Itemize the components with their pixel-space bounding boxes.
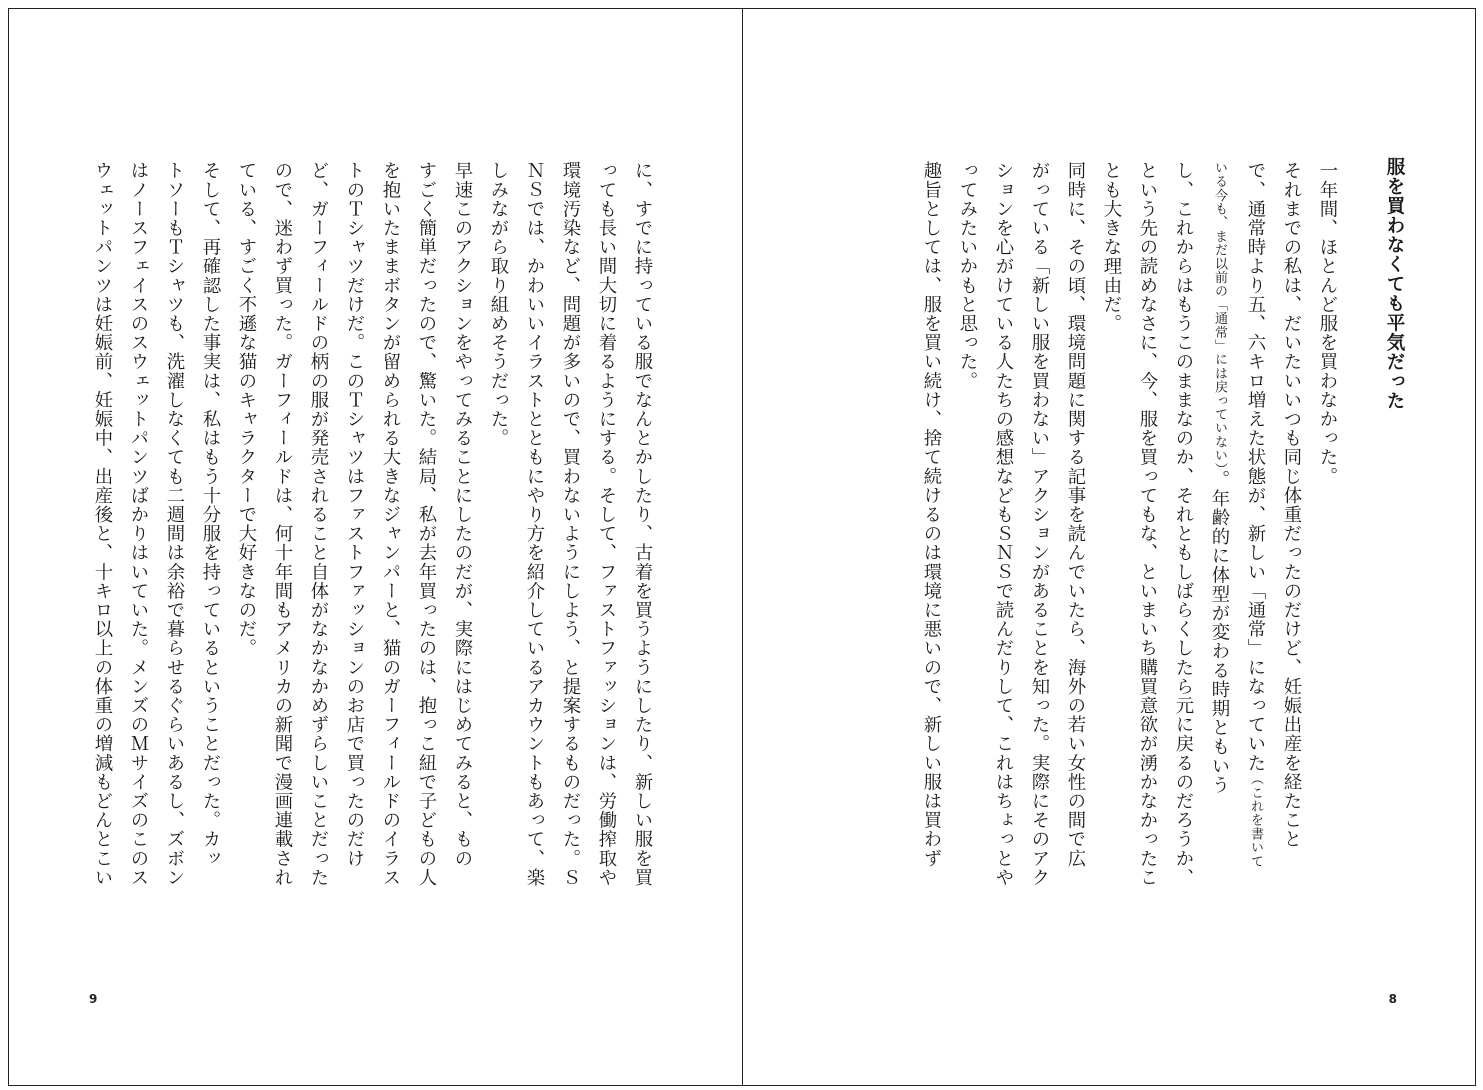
text-line: ウェットパンツは妊娠前、妊娠中、出産後と、十キロ以上の体重の増減もどんとこい: [92, 161, 113, 887]
text-line: ってみたいかもと思った。: [957, 161, 978, 391]
book-spread: [8, 8, 1476, 1086]
text-line: トソーもＴシャツも、洗濯しなくても二週間は余裕で暮らせるぐらいあるし、ズボン: [164, 161, 185, 887]
text-line: ど、ガーフィールドの柄の服が発売されること自体がなかなかめずらしいことだった: [308, 161, 329, 887]
right-page: [743, 9, 1475, 1085]
text-line: ている、すごく不遜な猫のキャラクターで大好きなのだ。: [236, 161, 257, 658]
text-line: はノースフェイスのスウェットパンツばかりはいていた。メンズのＭサイズのこのス: [128, 161, 149, 887]
page-number: 8: [1388, 992, 1397, 1006]
text-line: を抱いたままボタンが留められる大きなジャンパーと、猫のガーフィールドのイラス: [380, 161, 401, 887]
text-line: ＮＳでは、かわいいイラストとともにやり方を紹介しているアカウントもあって、楽: [524, 161, 545, 887]
text-line: ので、迷わず買った。ガーフィールドは、何十年間もアメリカの新聞で漫画連載され: [272, 161, 293, 887]
text-segment: 。年齢的に体型が変わる時期ともいう: [1209, 469, 1230, 795]
chapter-title: 服を買わなくても平気だった: [1384, 157, 1405, 411]
text-line: 環境汚染など、問題が多いので、買わないようにしよう、と提案するものだった。Ｓ: [560, 161, 581, 887]
text-line: 一年間、ほとんど服を買わなかった。: [1317, 161, 1338, 486]
text-line: すごく簡単だったので、驚いた。結局、私が去年買ったのは、抱っこ紐で子どもの人: [416, 161, 437, 887]
text-line: ションを心がけている人たちの感想などもＳＮＳで読んだりして、これはちょっとや: [993, 161, 1014, 887]
inline-note: いる今も、: [1212, 161, 1227, 230]
text-line: 早速このアクションをやってみることにしたのだが、実際にはじめてみると、もの: [452, 161, 473, 868]
text-line: に、すでに持っている服でなんとかしたり、古着を買うようにしたり、新しい服を買: [632, 161, 653, 887]
text-line: [1237, 161, 1273, 941]
left-page-body: [92, 161, 660, 941]
text-line: それまでの私は、だいたいいつも同じ体重だったのだけど、妊娠出産を経たこと: [1281, 161, 1302, 849]
text-line: とも大きな理由だ。: [1101, 161, 1122, 333]
text-line: しみながら取り組めそうだった。: [488, 161, 509, 448]
inline-note: まだ以前の「通常」には戻っていない）: [1212, 229, 1227, 470]
right-page-body: [921, 161, 1345, 941]
text-line: し、これからはもうこのままなのか、それともしばらくしたら元に戻るのだろうか、: [1173, 161, 1194, 887]
text-line: という先の読めなさに、今、服を買ってもな、といまいち購買意欲が湧かなかったこ: [1137, 161, 1158, 887]
text-line: 趣旨としては、服を買い続け、捨て続けるのは環境に悪いので、新しい服は買わず: [921, 161, 942, 868]
text-line: がっている「新しい服を買わない」アクションがあることを知った。実際にそのアク: [1029, 161, 1050, 887]
page-number: 9: [89, 992, 98, 1006]
text-segment: で、通常時より五、六キロ増えた状態が、新しい「通常」になっていた: [1245, 161, 1266, 773]
text-line: そして、再確認した事実は、私はもう十分服を持っているということだった。カッ: [200, 161, 221, 868]
text-line: 同時に、その頃、環境問題に関する記事を読んでいたら、海外の若い女性の間で広: [1065, 161, 1086, 868]
inline-note: （これを書いて: [1248, 772, 1263, 869]
text-line: トのＴシャツだけだ。このＴシャツはファストファッションのお店で買ったのだけ: [344, 161, 365, 868]
text-line: っても長い間大切に着るようにする。そして、ファストファッションは、労働搾取や: [596, 161, 617, 887]
text-line: [1201, 161, 1237, 941]
left-page: [9, 9, 743, 1085]
